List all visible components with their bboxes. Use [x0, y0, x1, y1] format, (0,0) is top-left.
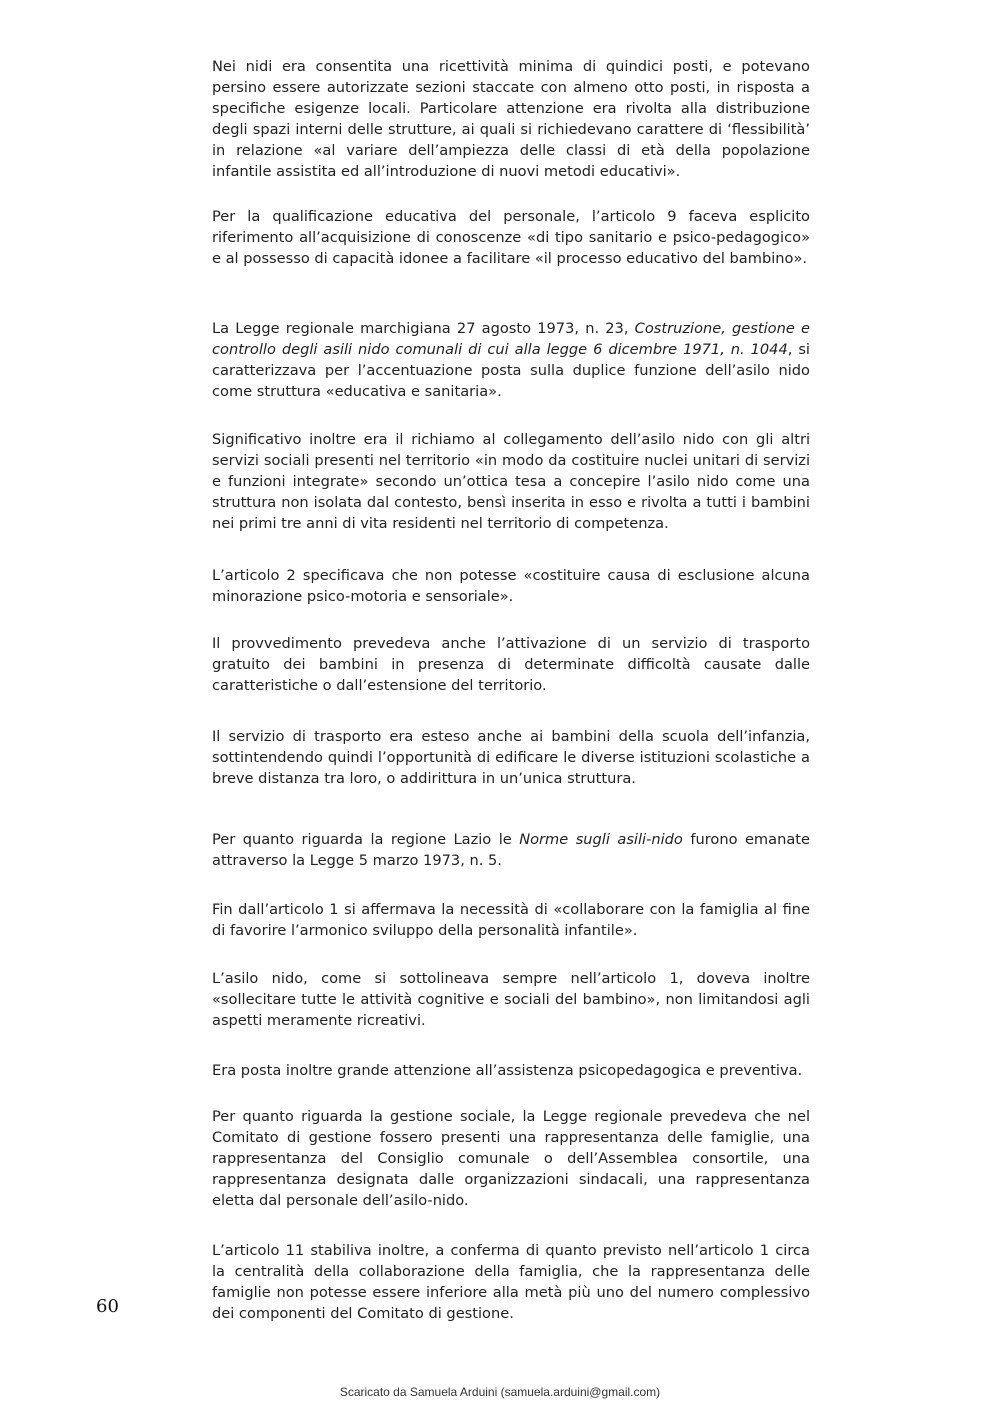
paragraph-articolo-1-famiglia: Fin dall’articolo 1 si affermava la necessità di «collaborare con la famiglia al fine di favorire l’armonico sviluppo della personalità infantile». — [212, 901, 810, 939]
paragraph-servizio-trasporto: Il provvedimento prevedeva anche l’attivazione di un servizio di trasporto gratuito dei bambini in presenza di determinate difficoltà causate dalle caratteristiche o dall’estensione del territorio. — [212, 635, 810, 694]
paragraph-assistenza-psicopedagogica: Era posta inoltre grande attenzione all’assistenza psicopedagogica e preventiva. — [212, 1062, 803, 1079]
paragraph-qualificazione-personale: Per la qualificazione educativa del personale, l’articolo 9 faceva esplicito riferimento all’acquisizione di conoscenze «di tipo sanitario e psico-pedagogico» e al possesso di capacità idonee a facilitare «il processo educativo del bambino». — [212, 208, 810, 267]
paragraph-text: La Legge regionale marchigiana 27 agosto 1973, n. 23, — [212, 320, 635, 337]
page-number: 60 — [96, 1296, 119, 1317]
paragraph-text: furono emanate attraverso la Legge 5 marzo 1973, n. 5. — [212, 831, 810, 869]
paragraph-nidi-ricettivita: Nei nidi era consentita una ricettività minima di quindici posti, e potevano persino essere autorizzate sezioni staccate con almeno otto posti, in risposta a specifiche esigenze locali. Particolare attenzione era rivolta alla distribuzione degli spazi interni delle strutture, ai quali si richiedevano carattere di ‘flessibilità’ in relazione «al variare dell’ampiezza delle classi di età della popolazione infantile assistita ed all’introduzione di nuovi metodi educativi». — [212, 58, 810, 180]
paragraph-articolo-11: L’articolo 11 stabiliva inoltre, a conferma di quanto previsto nell’articolo 1 circa la centralità della collaborazione della famiglia, che la rappresentanza delle famiglie non potesse essere inferiore alla metà più uno del numero complessivo dei componenti del Comitato di gestione. — [212, 1242, 810, 1322]
law-title-italic: Costruzione, gestione e controllo degli asili nido comunali di cui alla legge 6 dicembre 1971, n. 1044 — [212, 320, 810, 358]
paragraph-legge-marchigiana — [212, 318, 810, 402]
download-footer: Scaricato da Samuela Arduini (samuela.arduini@gmail.com) — [339, 1385, 661, 1399]
paragraph-text: Per quanto riguarda la regione Lazio le — [212, 831, 520, 848]
paragraph-asilo-nido-attivita: L’asilo nido, come si sottolineava sempre nell’articolo 1, doveva inoltre «sollecitare tutte le attività cognitive e sociali del bambino», non limitandosi agli aspetti meramente ricreativi. — [212, 970, 810, 1029]
paragraph-gestione-sociale: Per quanto riguarda la gestione sociale, la Legge regionale prevedeva che nel Comitato di gestione fossero presenti una rappresentanza delle famiglie, una rappresentanza del Consiglio comunale o dell’Assemblea consortile, una rappresentanza designata dalle organizzazioni sindacali, una rappresentanza eletta dal personale dell’asilo-nido. — [212, 1108, 810, 1209]
paragraph-text: , si caratterizzava per l’accentuazione posta sulla duplice funzione dell’asilo nido come struttura «educativa e sanitaria». — [212, 341, 810, 400]
paragraph-trasporto-scuola-infanzia: Il servizio di trasporto era esteso anche ai bambini della scuola dell’infanzia, sottintendendo quindi l’opportunità di edificare le diverse istituzioni scolastiche a breve distanza tra loro, o addirittura in un’unica struttura. — [212, 728, 810, 787]
paragraph-articolo-2: L’articolo 2 specificava che non potesse «costituire causa di esclusione alcuna minorazione psico-motoria e sensoriale». — [212, 567, 810, 605]
paragraph-collegamento-servizi: Significativo inoltre era il richiamo al collegamento dell’asilo nido con gli altri servizi sociali presenti nel territorio «in modo da costituire nuclei unitari di servizi e funzioni integrate» secondo un’ottica tesa a concepire l’asilo nido come una struttura non isolata dal contesto, bensì inserita in esso e rivolta a tutti i bambini nei primi tre anni di vita residenti nel territorio di competenza. — [212, 431, 810, 532]
paragraph-regione-lazio — [212, 829, 810, 871]
law-title-italic: Norme sugli asili-nido — [519, 831, 683, 848]
